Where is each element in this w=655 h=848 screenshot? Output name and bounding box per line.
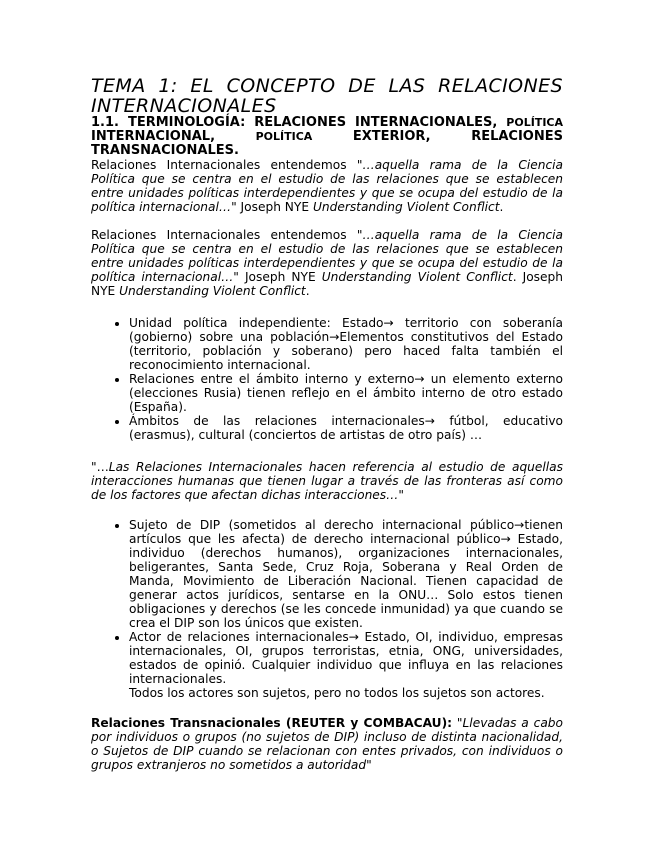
definition-paragraph-1: Relaciones Internacionales entendemos "…aquella rama de la Ciencia Política que se centra en el estudio de las relaciones que se establecen entre unidades políticas interdependientes y que se ocupa del estudio de la política internacional…" Joseph NYE Understanding Violent Conflict. — [91, 158, 564, 214]
list-item: • Unidad política independiente: Estado→ territorio con soberanía (gobierno) sobre una población→Elementos constitutivos del Estado (territorio, población y soberano) pero haced falta también el reconocimiento internacional. — [129, 316, 563, 372]
bullet-list-2 — [91, 518, 563, 686]
bullet-list-1 — [91, 316, 563, 442]
quote-paragraph: "…Las Relaciones Internacionales hacen referencia al estudio de aquellas interacciones humanas que tienen lugar a través de las fronteras así como de los factores que afectan dichas interacciones…" — [91, 460, 563, 502]
document-body — [91, 76, 563, 772]
list-item: • Actor de relaciones internacionales→ Estado, OI, individuo, empresas internacionales, OI, grupos terroristas, etnia, ONG, universidades, estados de opinió. Cualquier individuo que influya en las relaciones internacionales. — [129, 630, 563, 686]
list-item: • Relaciones entre el ámbito interno y externo→ un elemento externo (elecciones Rusia) tienen reflejo en el ámbito interno de otro estado (España). — [129, 372, 563, 414]
page-title: TEMA 1: EL CONCEPTO DE LAS RELACIONES INTERNACIONALES — [91, 75, 563, 117]
transnational-paragraph: Relaciones Transnacionales (REUTER y COMBACAU): "Llevadas a cabo por individuos o grupos (no sujetos de DIP) incluso de distinta nacionalidad, o Sujetos de DIP cuando se relacionan con entes privados, con individuos o grupos extranjeros no sometidos a autoridad" — [91, 716, 563, 772]
note-line: Todos los actores son sujetos, pero no todos los sujetos son actores. — [129, 686, 545, 700]
definition-paragraph-2: Relaciones Internacionales entendemos "…aquella rama de la Ciencia Política que se centra en el estudio de las relaciones que se establecen entre unidades políticas interdependientes y que se ocupa del estudio de la política internacional…" Joseph NYE Understanding Violent Conflict. Joseph NYE Understanding Violent Conflict. — [91, 228, 564, 298]
list-item: • Sujeto de DIP (sometidos al derecho internacional público→tienen artículos que les afecta) de derecho internacional público→ Estado, individuo (derechos humanos), organizaciones internacionales, beligerantes, Santa Sede, Cruz Roja, Soberana y Real Orden de Manda, Movimiento de Liberación Nacional. Tienen capacidad de generar actos jurídicos, sentarse en la ONU… Solo estos tienen obligaciones y derechos (se les concede inmunidad) ya que cuando se crea el DIP son los únicos que existen. — [129, 518, 563, 630]
list-item: • Ámbitos de las relaciones internacionales→ fútbol, educativo (erasmus), cultural (conciertos de artistas de otro país) … — [129, 414, 563, 442]
section-heading: 1.1. TERMINOLOGÍA: RELACIONES INTERNACIONALES, POLÍTICA INTERNACIONAL, POLÍTICA EXTERIOR, RELACIONES TRANSNACIONALES. — [91, 115, 563, 158]
